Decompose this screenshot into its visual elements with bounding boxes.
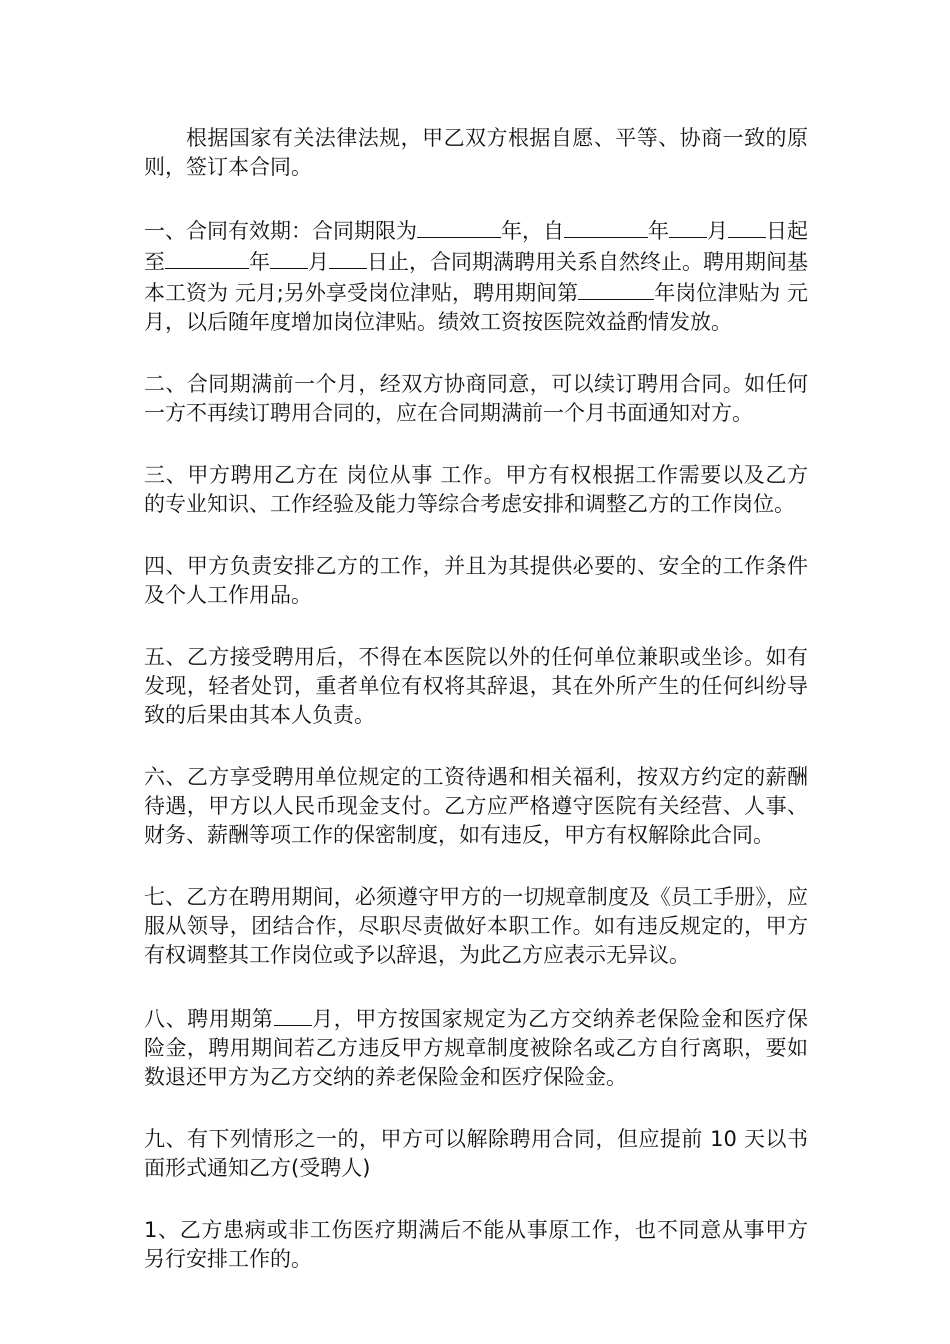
item-1-paragraph: 1、乙方患病或非工伤医疗期满后不能从事原工作，也不同意从事甲方另行安排工作的。 xyxy=(144,1218,808,1271)
clause-3-paragraph: 三、甲方聘用乙方在 岗位从事 工作。甲方有权根据工作需要以及乙方的专业知识、工作经验及能力等综合考虑安排和调整乙方的工作岗位。 xyxy=(144,463,808,516)
intro-paragraph: 根据国家有关法律法规，甲乙双方根据自愿、平等、协商一致的原则，签订本合同。 xyxy=(144,126,808,179)
clause-1-text-e: 日起至 xyxy=(144,219,808,274)
end-day-blank[interactable] xyxy=(329,246,367,269)
end-year-blank[interactable] xyxy=(165,246,249,269)
clause-4-paragraph: 四、甲方负责安排乙方的工作，并且为其提供必要的、安全的工作条件及个人工作用品。 xyxy=(144,554,808,607)
clause-1-text-i: 年岗位津贴为 元月，以后随年度增加岗位津贴。绩效工资按医院效益酌情发放。 xyxy=(144,281,808,334)
clause-5-paragraph: 五、乙方接受聘用后，不得在本医院以外的任何单位兼职或坐诊。如有发现，轻者处罚，重者单位有权将其辞退，其在外所产生的任何纠纷导致的后果由其本人负责。 xyxy=(144,645,808,727)
document-body xyxy=(144,124,808,1307)
start-year-blank[interactable] xyxy=(564,215,648,238)
clause-1-paragraph xyxy=(144,215,808,337)
clause-9-paragraph: 九、有下列情形之一的，甲方可以解除聘用合同，但应提前 10 天以书面形式通知乙方(受聘人) xyxy=(144,1127,808,1180)
clause-7-paragraph: 七、乙方在聘用期间，必须遵守甲方的一切规章制度及《员工手册》，应服从领导，团结合作，尽职尽责做好本职工作。如有违反规定的，甲方有权调整其工作岗位或予以辞退，为此乙方应表示无异议。 xyxy=(144,885,808,967)
clause-6-paragraph: 六、乙方享受聘用单位规定的工资待遇和相关福利，按双方约定的薪酬待遇，甲方以人民币现金支付。乙方应严格遵守医院有关经营、人事、财务、薪酬等项工作的保密制度，如有违反，甲方有权解除此合同。 xyxy=(144,765,808,847)
contract-years-blank[interactable] xyxy=(417,215,501,238)
allowance-year-blank[interactable] xyxy=(578,277,654,300)
clause-1-text-a: 一、合同有效期：合同期限为 xyxy=(144,219,417,243)
clause-8-paragraph xyxy=(144,1003,808,1092)
end-month-blank[interactable] xyxy=(270,246,308,269)
clause-1-text-g: 月 xyxy=(308,250,329,274)
clause-1-text-b: 年，自 xyxy=(501,219,564,243)
clause-8-text-a: 八、聘用期第 xyxy=(144,1007,274,1031)
clause-1-text-c: 年 xyxy=(648,219,669,243)
insurance-month-blank[interactable] xyxy=(274,1003,312,1026)
clause-1-text-d: 月 xyxy=(707,219,728,243)
clause-1-text-h: 日止，合同期满聘用关系自然终止。聘用期间基本工资为 元月;另外享受岗位津贴，聘用期间第 xyxy=(144,250,808,305)
start-day-blank[interactable] xyxy=(728,215,766,238)
clause-8-text-b: 月，甲方按国家规定为乙方交纳养老保险金和医疗保险金，聘用期间若乙方违反甲方规章制度被除名或乙方自行离职，要如数退还甲方为乙方交纳的养老保险金和医疗保险金。 xyxy=(144,1007,809,1089)
clause-1-text-f: 年 xyxy=(249,250,270,274)
clause-2-paragraph: 二、合同期满前一个月，经双方协商同意，可以续订聘用合同。如任何一方不再续订聘用合同的，应在合同期满前一个月书面通知对方。 xyxy=(144,372,808,425)
start-month-blank[interactable] xyxy=(669,215,707,238)
